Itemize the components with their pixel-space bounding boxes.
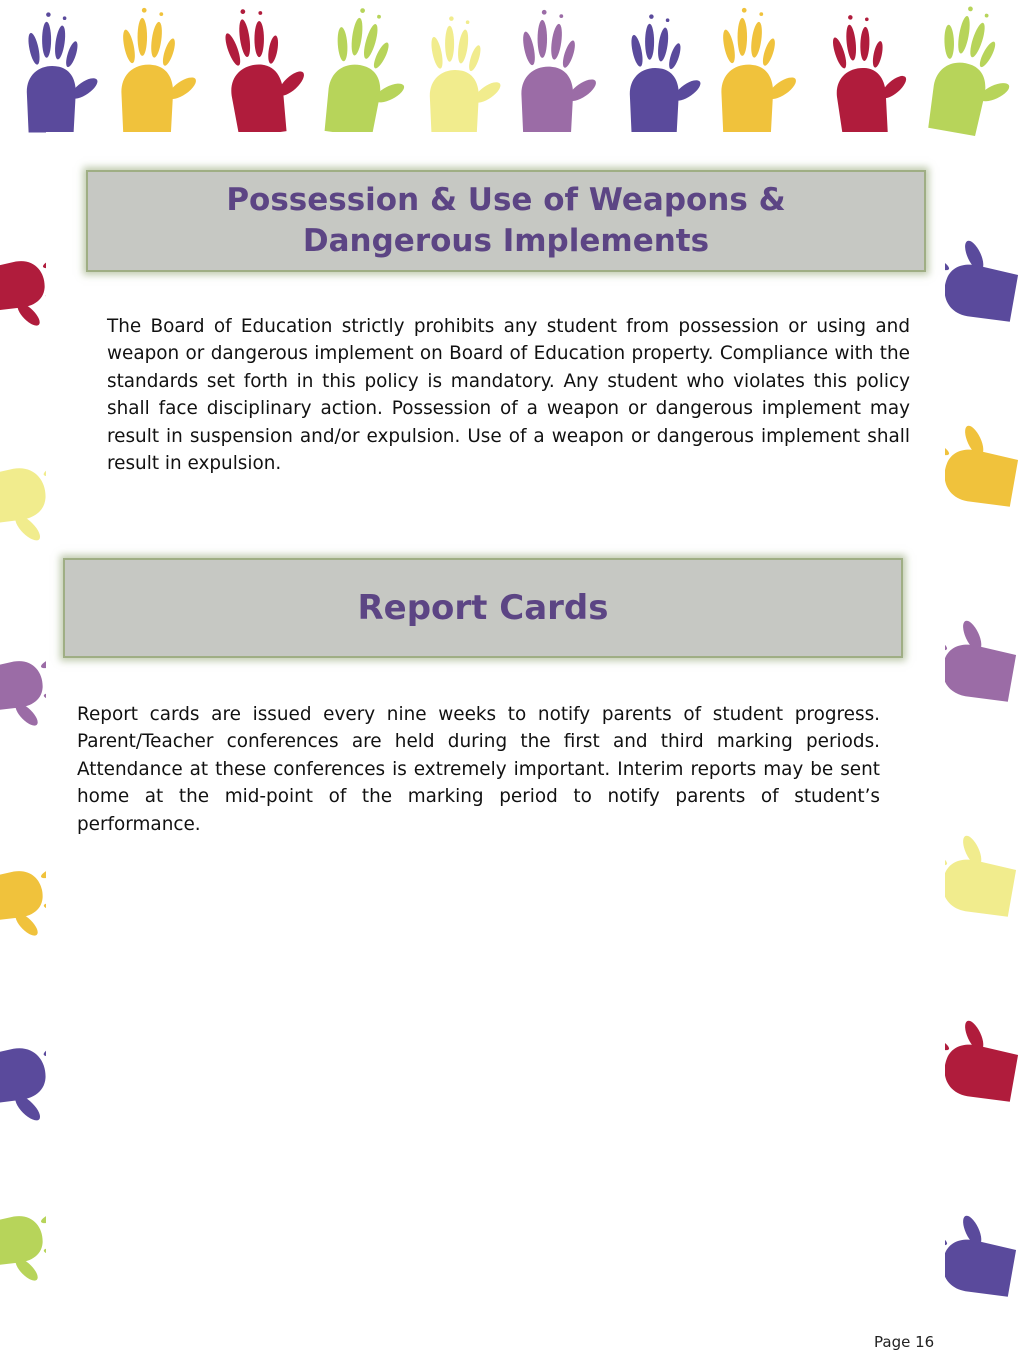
red-hand-icon [828, 10, 914, 137]
weapons-title-line1: Possession & Use of Weapons & [226, 182, 786, 218]
page-number: Page 16 [874, 1333, 935, 1351]
report-cards-paragraph: Report cards are issued every nine weeks to notify parents of student progress. Parent/Teacher conferences are held during the first and third marking periods. Attendance at these conferences is extremely important. Interim reports may be sent home at the mid-point of the marking period to notify parents of student’s performance. [77, 704, 880, 835]
yellow-hand-icon [121, 8, 199, 135]
report-cards-section-title [63, 558, 903, 658]
red-hand-icon [219, 2, 314, 139]
purple-hand-icon [629, 14, 703, 134]
green-hand-icon [322, 5, 417, 142]
weapons-policy-paragraph: The Board of Education strictly prohibits any student from possession or using and weapon or dangerous implement on Board of Education property. Compliance with the standards set forth in this policy is mandatory. Any student who violates this policy shall face disciplinary action. Possession of a weapon or dangerous implement may result in suspension and/or expulsion. Use of a weapon or dangerous implement shall result in expulsion. [107, 316, 910, 475]
green-hand-icon [926, 2, 1024, 141]
purple-hand-icon [26, 12, 100, 132]
report-cards-title: Report Cards [357, 588, 609, 628]
top-handprints [26, 2, 1024, 142]
weapons-section-title [86, 170, 926, 272]
mauve-hand-icon [521, 10, 599, 137]
yellow-hand-icon [721, 8, 799, 135]
weapons-title-line2: Dangerous Implements [302, 223, 710, 259]
pale-yellow-hand-icon [429, 16, 503, 136]
